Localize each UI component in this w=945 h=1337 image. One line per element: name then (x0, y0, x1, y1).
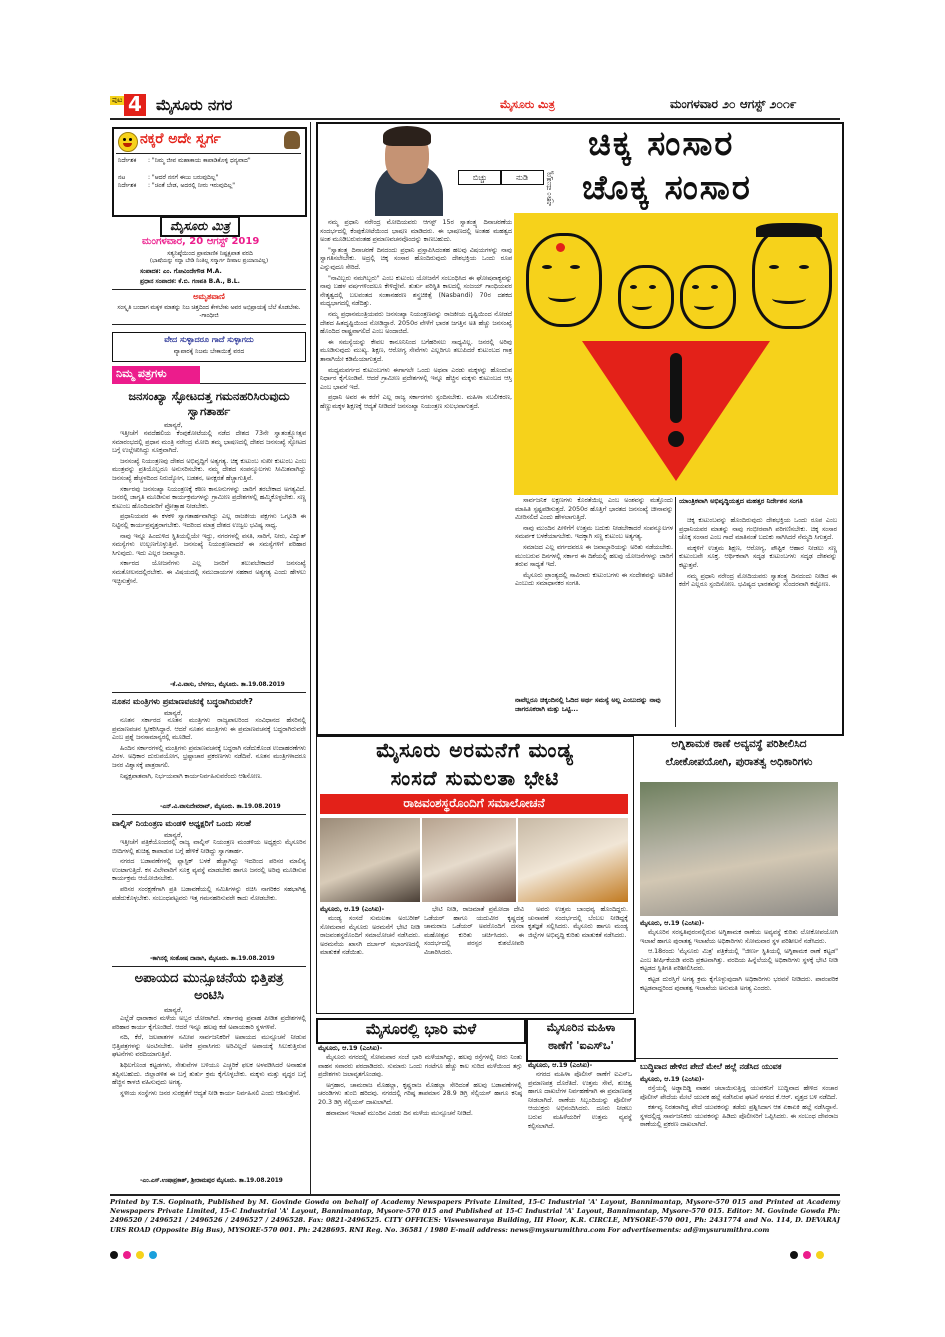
joke-line: ನಟ : "ಆದರೆ ನನಗೆ ಈಜು ಬರುವುದಿಲ್ಲ" (118, 173, 219, 181)
news4-body: ನಗರದ ಮಹಿಳಾ ಪೊಲೀಸ್ ಠಾಣೆಗೆ ಐಎಸ್ಒ ಪ್ರಮಾಣಪತ್ರ ದೊರೆತಿದೆ. ಉತ್ತಮ ಸೇವೆ, ಶುಚಿತ್ವ ಹಾಗೂ ದಾಖಲೆಗಳ ನಿರ್ವಹಣೆಗಾಗಿ ಈ ಪ್ರಮಾಣಪತ್ರ ನೀಡಲಾಗಿದೆ. ಠಾಣೆಯ ಸಿಬ್ಬಂದಿಯನ್ನು ಪೊಲೀಸ್ ಆಯುಕ್ತರು ಅಭಿನಂದಿಸಿದರು. ದೂರು ನೀಡಲು ಬರುವ ಮಹಿಳೆಯರಿಗೆ ಉತ್ತಮ ವ್ಯವಸ್ಥೆ ಕಲ್ಪಿಸಲಾಗಿದೆ. (528, 1071, 632, 1130)
news1-headline-2: ಸಂಸದೆ ಸುಮಲತಾ ಭೇಟಿ (390, 766, 560, 790)
news3-headline-bar (316, 1018, 526, 1044)
amrutha-text: ಸಂಸ್ಕೃತಿ ಬಂದಾಗ ಮಕ್ಕಳ ಮಾತನ್ನು ನಿಜ ಚಿತ್ತದಿಂದ ಕೇಳಬೇಕು ಅವರ ಅಭಿಪ್ರಾಯಕ್ಕೆ ಬೆಲೆ ಕೊಡಬೇಕು. -ಗಾಂಧೀಜಿ (117, 305, 301, 319)
news2-photo (640, 782, 838, 916)
mascot-icon (284, 131, 300, 149)
news4-headline-1: ಮೈಸೂರಿನ ಮಹಿಳಾ (546, 1021, 616, 1034)
letter1-salute: ಮಾನ್ಯರೆ, (164, 421, 183, 429)
page-header (110, 94, 840, 118)
registration-dot-magenta (123, 1251, 131, 1259)
veda-text: ವ್ಯಾಪಾರಕ್ಕೆ ನಿಜಮ ಬೇಕಾಯಿತ್ತೆ ವರದ (173, 348, 245, 355)
letter1-body: ಇತ್ತೀಚೆಗೆ ನವದೆಹಲಿಯ ಕೆಂಪುಕೋಟೆಯಲ್ಲಿ ನಡೆದ ದೇಶದ 73ನೇ ಸ್ವಾತಂತ್ರ್ಯೋತ್ಸವ ಸಮಾರಂಭದಲ್ಲಿ ಪ್ರಧಾನ ಮಂತ್ರಿ ನರೇಂದ್ರ ಮೋದಿ ತಮ್ಮ ಭಾಷಣದಲ್ಲಿ ದೇಶದ ಜನಸಂಖ್ಯೆ ಸ್ಫೋಟದ ಬಗ್ಗೆ ಉಲ್ಲೇಖಿಸಿದ್ದು ಸೂಕ್ತವಾಗಿದೆ. ಜನಸಂಖ್ಯೆ ನಿಯಂತ್ರಣವು ದೇಶದ ಅಭಿವೃದ್ಧಿಗೆ ಅತ್ಯಗತ್ಯ. ಚಿಕ್ಕ ಕುಟುಂಬ ಸುಖೀ ಕುಟುಂಬ ಎಂಬ ಮಂತ್ರವನ್ನು ಪ್ರತಿಯೊಬ್ಬರೂ ಅನುಸರಿಸಬೇಕು. ನಮ್ಮ ದೇಶದ ಸಂಪನ್ಮೂಲಗಳು ಸೀಮಿತವಾಗಿದ್ದು ಜನಸಂಖ್ಯೆ ಹೆಚ್ಚಳದಿಂದ ನಿರುದ್ಯೋಗ, ಬಡತನ, ಅನಕ್ಷರತೆ ಹೆಚ್ಚಾಗುತ್ತಿವೆ. ಸರ್ಕಾರವು ಜನಸಂಖ್ಯಾ ನಿಯಂತ್ರಣಕ್ಕೆ ಕಠಿಣ ಕಾನೂನುಗಳನ್ನು ಜಾರಿಗೆ ತರಬೇಕಾದ ಅಗತ್ಯವಿದೆ. ಜನರಲ್ಲಿ ಜಾಗೃತಿ ಮೂಡಿಸುವ ಕಾರ್ಯಕ್ರಮಗಳನ್ನು ಗ್ರಾಮೀಣ ಪ್ರದೇಶಗಳಲ್ಲಿ ಹಮ್ಮಿಕೊಳ್ಳಬೇಕು. ಸಣ್ಣ ಕುಟುಂಬ ಹೊಂದಿದವರಿಗೆ ಪ್ರೋತ್ಸಾಹ ನೀಡಬೇಕು. ಪ್ರಧಾನಿಯವರ ಈ ಕಳಕಳಿ ಸ್ವಾಗತಾರ್ಹವಾಗಿದ್ದು ಎಲ್ಲ ರಾಜಕೀಯ ಪಕ್ಷಗಳು ಒಗ್ಗೂಡಿ ಈ ನಿಟ್ಟಿನಲ್ಲಿ ಕಾರ್ಯಪ್ರವೃತ್ತರಾಗಬೇಕು. ಇದರಿಂದ ಮಾತ್ರ ದೇಶದ ಉಜ್ವಲ ಭವಿಷ್ಯ ಸಾಧ್ಯ. ನಾವು ಇನ್ನೂ ಹಿಂದುಳಿದ ಸ್ಥಿತಿಯಲ್ಲಿಯೇ ಇದ್ದು, ನಗರಗಳಲ್ಲಿ ವಸತಿ, ಸಾರಿಗೆ, ನೀರು, ವಿದ್ಯುತ್ ಸಮಸ್ಯೆಗಳು ಉಲ್ಬಣಗೊಳ್ಳುತ್ತಿವೆ. ಜನಸಂಖ್ಯೆ ನಿಯಂತ್ರಣವಾದರೆ ಈ ಸಮಸ್ಯೆಗಳಿಗೆ ಪರಿಹಾರ ಸಿಗುವುದು. ಇದು ಎಲ್ಲರ ಜವಾಬ್ದಾರಿ. ಸರ್ಕಾರದ ಯೋಜನೆಗಳು ಎಲ್ಲ ಜನರಿಗೆ ತಲುಪಬೇಕಾದರೆ ಜನಸಂಖ್ಯೆ ಸಮತೋಲನದಲ್ಲಿರಬೇಕು. ಈ ವಿಷಯದಲ್ಲಿ ಸಮುದಾಯಗಳ ಸಹಕಾರ ಅತ್ಯಗತ್ಯ ಎಂದು ಹೇಳಲು ಇಚ್ಛಿಸುತ್ತೇನೆ. (112, 430, 306, 585)
section-title: ಮೈಸೂರು ನಗರ (156, 96, 233, 114)
letter3-body: ಇತ್ತೀಚೆಗೆ ಪತ್ರಿಕೆಯೊಂದರಲ್ಲಿ ರಾಜ್ಯ ವಾಲ್ನಿಸ್ ನಿಯಂತ್ರಣ ಮಂಡಳಿಯ ಅಧ್ಯಕ್ಷರು ಮೈಸೂರಿನ ಬೀದಿಗಳಲ್ಲಿ ಶುಚಿತ್ವ ಕಾಪಾಡುವ ಬಗ್ಗೆ ಹೇಳಿಕೆ ನೀಡಿದ್ದು ಸ್ವಾಗತಾರ್ಹ. ನಗರದ ಬಡಾವಣೆಗಳಲ್ಲಿ ಪ್ಲಾಸ್ಟಿಕ್ ಬಳಕೆ ಹೆಚ್ಚಾಗಿದ್ದು ಇದರಿಂದ ಪರಿಸರ ಮಾಲಿನ್ಯ ಉಂಟಾಗುತ್ತಿದೆ. ಕಸ ವಿಲೇವಾರಿಗೆ ಸೂಕ್ತ ವ್ಯವಸ್ಥೆ ಮಾಡಬೇಕು ಹಾಗೂ ಜನರಲ್ಲಿ ಅರಿವು ಮೂಡಿಸುವ ಕಾರ್ಯಕ್ರಮ ಆಯೋಜಿಸಬೇಕು. ಪರಿಸರ ಸಂರಕ್ಷಣೆಗಾಗಿ ಪ್ರತಿ ಬಡಾವಣೆಯಲ್ಲಿ ಸಮಿತಿಗಳನ್ನು ರಚಿಸಿ ನಾಗರಿಕರ ಸಹಭಾಗಿತ್ವ ಪಡೆದುಕೊಳ್ಳಬೇಕು. ಸಂಬಂಧಪಟ್ಟವರು ಇತ್ತ ಗಮನಹರಿಸುವರೇ ಕಾದು ನೋಡಬೇಕು. (112, 839, 306, 902)
letter3-title: ವಾಲ್ನಿಸ್ ನಿಯಂತ್ರಣ ಮಂಡಳಿ ಅಧ್ಯಕ್ಷರಿಗೆ ಒಂದು ಸಲಹೆ (112, 819, 251, 828)
footer-imprint: Printed by T.S. Gopinath, Published by M. Govinde Gowda on behalf of Academy Newspapers Private Limited, 15-C Industrial 'A' Layout, Bannimantap, Mysore-570 015 and Printed at Academy Newspapers Private Limited, 15-C Industrial 'A' Layout, Bannimantap, Mysore-570 015 and Published at 15-C Industrial 'A' Layout, Bannimantap, Mysore-570 015. Editor: M. Govinde Gowda Ph: 2496520 / 2496521 / 2496526 / 2496527 / 2496528. Fax: 0821-2496525. CITY OFFICES: Visweswaraya Building, III Floor, K.R. CIRCLE, MYSORE-570 001, Ph: 2431774 and No. 114, D. DEVARAJ URS ROAD (Opposite Big Bus), MYSORE-570 001. Ph: 2428695. RNI Reg. No. 36581 / 1980 E-mail address: news@mysurumithra.com For advertisements: ad@mysurumithra.com (110, 1198, 840, 1234)
header-date: ಮಂಗಳವಾರ ೨೦ ಆಗಸ್ಟ್ ೨೦೧೯ (670, 97, 797, 111)
header-logo: ಮೈಸೂರು ಮಿತ್ರ (500, 98, 555, 111)
page-label: ಪುಟ (112, 96, 123, 104)
letter4-body: ಎಲ್ಲೆಡೆ ಧಾರಾಕಾರ ಮಳೆಯ ಅಬ್ಬರ ಜೋರಾಗಿದೆ. ಸರ್ಕಾರವು ಪ್ರವಾಹ ಪೀಡಿತ ಪ್ರದೇಶಗಳಲ್ಲಿ ಪರಿಹಾರ ಕಾರ್ಯ ಕೈಗೊಂಡಿದೆ. ಆದರೆ ಇನ್ನೂ ಹಲವು ಕಡೆ ಅಪಾಯಕಾರಿ ಸ್ಥಳಗಳಿವೆ. ನದಿ, ಕೆರೆ, ಜಲಪಾತಗಳ ಸಮೀಪ ಸಾರ್ವಜನಿಕರಿಗೆ ಅಪಾಯದ ಮುನ್ಸೂಚನೆ ನೀಡುವ ಭಿತ್ತಿಪತ್ರಗಳನ್ನು ಅಂಟಿಸಬೇಕು. ಅನೇಕ ಪ್ರವಾಸಿಗರು ಅರಿವಿಲ್ಲದೆ ಅಪಾಯಕ್ಕೆ ಸಿಲುಕುತ್ತಿರುವ ಘಟನೆಗಳು ವರದಿಯಾಗುತ್ತಿವೆ. ಶಿಥಿಲಗೊಂಡ ಕಟ್ಟಡಗಳು, ಸೇತುವೆಗಳ ಬಳಿಯೂ ಎಚ್ಚರಿಕೆ ಫಲಕ ಅಳವಡಿಸಿದರೆ ಅನಾಹುತ ತಪ್ಪಿಸಬಹುದು. ಜಿಲ್ಲಾಡಳಿತ ಈ ಬಗ್ಗೆ ತುರ್ತು ಕ್ರಮ ಕೈಗೊಳ್ಳಬೇಕು. ಮಕ್ಕಳು ಮತ್ತು ವೃದ್ಧರ ಬಗ್ಗೆ ಹೆಚ್ಚಿನ ಕಾಳಜಿ ವಹಿಸುವುದು ಅಗತ್ಯ. ಸ್ಥಳೀಯ ಸಂಸ್ಥೆಗಳು ಜನರ ಸುರಕ್ಷತೆಗೆ ಆದ್ಯತೆ ನೀಡಿ ಕಾರ್ಯ ನಿರ್ವಹಿಸಲಿ ಎಂದು ಆಶಿಸುತ್ತೇನೆ. (112, 1015, 306, 1097)
feature-body-col3: ಚಿಕ್ಕ ಕುಟುಂಬವನ್ನು ಹೊಂದಿರುವುದು ದೇಶಭಕ್ತಿಯ ಒಂದು ರೂಪ ಎಂಬ ಪ್ರಧಾನಿಯವರ ಮಾತನ್ನು ನಾವು ಗಂಭೀರವಾಗಿ ಪರಿಗಣಿಸಬೇಕು. ಚಿಕ್ಕ ಸಂಸಾರ ಚೊಕ್ಕ ಸಂಸಾರ ಎಂಬ ಗಾದೆ ಮಾತಿನಂತೆ ಬದುಕು ಸಾಗಿಸಿದರೆ ನೆಮ್ಮದಿ ಸಿಗುತ್ತದೆ. ಮಕ್ಕಳಿಗೆ ಉತ್ತಮ ಶಿಕ್ಷಣ, ಆರೋಗ್ಯ, ಪೌಷ್ಟಿಕ ಆಹಾರ ನೀಡಲು ಸಣ್ಣ ಕುಟುಂಬವೇ ಸೂಕ್ತ. ಆರ್ಥಿಕವಾಗಿ ಸದೃಢ ಕುಟುಂಬಗಳು ಸದೃಢ ದೇಶವನ್ನು ಕಟ್ಟುತ್ತವೆ. ನಮ್ಮ ಪ್ರಧಾನಿ ನರೇಂದ್ರ ಮೋದಿಯವರು ಸ್ವಾತಂತ್ರ್ಯ ದಿನದಂದು ನೀಡಿದ ಈ ಕರೆಗೆ ಎಲ್ಲರೂ ಸ್ಪಂದಿಸೋಣ. ಭವಿಷ್ಯದ ಭಾರತವನ್ನು ಸುಂದರವಾಗಿ ಕಟ್ಟೋಣ. (679, 517, 837, 589)
feature-body-col1: ನಮ್ಮ ಪ್ರಧಾನಿ ನರೇಂದ್ರ ಮೋದಿಯವರು ಆಗಸ್ಟ್ 15ರ ಸ್ವಾತಂತ್ರ್ಯ ದಿನಾಚರಣೆಯ ಸಂದರ್ಭದಲ್ಲಿ ಕೆಂಪುಕೋಟೆಯಿಂದ ಭಾಷಣ ಮಾಡಿದರು. ಈ ಭಾಷಣದಲ್ಲಿ ಅಂತಹ ಮಹತ್ವದ ಅಂಶ ಮೂಡಿಬರುವಂತಹ ಪ್ರಮಾಣವಚನವೊಂದನ್ನು ಕಾಣಬಹುದು. "ಸ್ವಾತಂತ್ರ್ಯ ದಿನಾಚರಣೆ ದಿನದಂದು ಪ್ರಧಾನಿ ಪ್ರಸ್ತಾಪಿಸಿದಂತಹ ಹಲವು ವಿಷಯಗಳನ್ನು ನಾವು ಸ್ವಾಗತಿಸಲೇಬೇಕು. ಅದ್ರಲ್ಲಿ ಚಿಕ್ಕ ಸಂಸಾರ ಹೊಂದಿರುವುದು ದೇಶಭಕ್ತಿಯ ಒಂದು ರೂಪ ಎನ್ನುವುದೂ ಸೇರಿದೆ. "ನಾವಿಬ್ಬರು ನಮಗಿಬ್ಬರು" ಎಂಬ ಕುಟುಂಬ ಯೋಜನೆಗೆ ಸಂಬಂಧಿಸಿದ ಈ ಘೋಷವಾಕ್ಯವನ್ನು ನಾವು ಬಹಳ ವರ್ಷಗಳಿಂದಲೂ ಕೇಳಿದ್ದೇವೆ. ತುರ್ತು ಪರಿಸ್ಥಿತಿ ಕಾಲದಲ್ಲಿ ಸಂಜಯ್ ಗಾಂಧಿಯವರ ನೇತೃತ್ವದಲ್ಲಿ ಬಲವಂತದ ಸಂತಾನಹರಣ ಶಸ್ತ್ರಚಿಕಿತ್ಸೆ (Nasbandi) 70ರ ದಶಕದ ಮಧ್ಯಭಾಗದಲ್ಲಿ ನಡೆದಿತ್ತು. ನಮ್ಮ ಪ್ರಧಾನಮಂತ್ರಿಯವರು ಜನಸಂಖ್ಯಾ ನಿಯಂತ್ರಣವನ್ನು ರಾಜಕೀಯ ದೃಷ್ಟಿಯಿಂದ ನೋಡದೆ ದೇಶದ ಹಿತದೃಷ್ಟಿಯಿಂದ ನೋಡಿದ್ದಾರೆ. 2050ರ ವೇಳೆಗೆ ಭಾರತ ಜಗತ್ತಿನ ಅತಿ ಹೆಚ್ಚು ಜನಸಂಖ್ಯೆ ಹೊಂದಿದ ರಾಷ್ಟ್ರವಾಗಲಿದೆ ಎಂಬ ಅಂದಾಜಿದೆ. ಈ ಸಮಸ್ಯೆಯನ್ನು ಕೇವಲ ಕಾನೂನಿನಿಂದ ಬಗೆಹರಿಸಲು ಸಾಧ್ಯವಿಲ್ಲ. ಜನರಲ್ಲಿ ಅರಿವು ಮೂಡಿಸುವುದು ಮುಖ್ಯ. ಶಿಕ್ಷಣ, ಆರೋಗ್ಯ ಸೇವೆಗಳು ಎಲ್ಲರಿಗೂ ತಲುಪಿದರೆ ಕುಟುಂಬದ ಗಾತ್ರ ತಾನಾಗಿಯೇ ಕಡಿಮೆಯಾಗುತ್ತದೆ. ಮಧ್ಯಮವರ್ಗದ ಕುಟುಂಬಗಳು ಈಗಾಗಲೇ ಒಂದು ಅಥವಾ ಎರಡು ಮಕ್ಕಳನ್ನು ಹೊಂದುವ ನಿರ್ಧಾರ ಕೈಗೊಂಡಿವೆ. ಆದರೆ ಗ್ರಾಮೀಣ ಪ್ರದೇಶಗಳಲ್ಲಿ ಇನ್ನೂ ಹೆಚ್ಚಿನ ಮಕ್ಕಳು ಕುಟುಂಬದ ಆಸ್ತಿ ಎಂಬ ಭಾವನೆ ಇದೆ. ಪ್ರಧಾನಿ ಅವರ ಈ ಕರೆಗೆ ಎಲ್ಲ ರಾಜ್ಯ ಸರ್ಕಾರಗಳು ಸ್ಪಂದಿಸಬೇಕು. ಮಹಿಳಾ ಸಬಲೀಕರಣ, ಹೆಣ್ಣುಮಕ್ಕಳ ಶಿಕ್ಷಣಕ್ಕೆ ಆದ್ಯತೆ ನೀಡಿದರೆ ಜನಸಂಖ್ಯಾ ನಿಯಂತ್ರಣ ಸುಲಭವಾಗುತ್ತದೆ. (320, 219, 512, 410)
feature-headline-1: ಚಿಕ್ಕ ಸಂಸಾರ (588, 124, 735, 164)
letters-header (112, 366, 200, 384)
column-tag-1: ಬಿಚ್ಚು (458, 170, 502, 185)
news5-headline: ಬುದ್ಧಿವಾದ ಹೇಳಿದ ಪೇದೆ ಮೇಲೆ ಹಲ್ಲೆ ನಡೆಸಿದ ಯುವಕ (640, 1062, 782, 1071)
masthead-subline: (ಭಾಷೆಯನ್ನು ಸದ್ದಾ ಬೇಡಿ ನಿಂತಿಲ್ಲ ಸನ್ಮಾರ್ಗ ದೀಪಾಲ ಪ್ರಯಾಣವಿಲ್ಲ) (149, 258, 269, 264)
news5-dateline: ಮೈಸೂರು, ಆ.19 (ಎಂಸಿಐ)- (640, 1076, 705, 1083)
masthead-editor: ಸಂಪಾದಕ: ಎಂ. ಗೋವಿಂದೇಗೌಡ M.A. (140, 268, 222, 275)
letter4-salute: ಮಾನ್ಯರೆ, (164, 1006, 183, 1014)
news2-headline-1: ಅಗ್ನಿಶಾಮಕ ಠಾಣೆ ಅವ್ಯವಸ್ಥೆ ಪರಿಶೀಲಿಸಿದ (671, 738, 807, 750)
letter3-salute: ಮಾನ್ಯರೆ, (164, 831, 183, 839)
news5-body: ರಸ್ತೆಯಲ್ಲಿ ಅಡ್ಡಾದಿಡ್ಡಿ ವಾಹನ ಚಲಾಯಿಸುತ್ತಿದ್ದ ಯುವಕನಿಗೆ ಬುದ್ಧಿವಾದ ಹೇಳಿದ ಸಂಚಾರ ಪೊಲೀಸ್ ಪೇದೆಯ ಮೇಲೆ ಯುವಕ ಹಲ್ಲೆ ನಡೆಸಿರುವ ಘಟನೆ ನಗರದ ಕೆ.ಆರ್. ವೃತ್ತದ ಬಳಿ ನಡೆದಿದೆ. ಕರ್ತವ್ಯ ನಿರತರಾಗಿದ್ದ ಪೇದೆ ಯುವಕನನ್ನು ತಡೆದು ಪ್ರಶ್ನಿಸಿದಾಗ ಆತ ಏಕಾಏಕಿ ಹಲ್ಲೆ ನಡೆಸಿದ್ದಾನೆ. ಸ್ಥಳದಲ್ಲಿದ್ದ ಸಾರ್ವಜನಿಕರು ಯುವಕನನ್ನು ಹಿಡಿದು ಪೊಲೀಸರಿಗೆ ಒಪ್ಪಿಸಿದರು. ಈ ಸಂಬಂಧ ದೇವರಾಜ ಠಾಣೆಯಲ್ಲಿ ಪ್ರಕರಣ ದಾಖಲಾಗಿದೆ. (640, 1085, 838, 1129)
news1-dateline: ಮೈಸೂರು, ಆ.19 (ಎಂಸಿಐ)- (320, 906, 385, 913)
letter1-sign: -ಕೆ.ವಿ.ವಾಸು, ಬೆಳಗಲು, ಮೈಸೂರು. ತಾ.19.08.2019 (170, 682, 285, 688)
news4-dateline: ಮೈಸೂರು, ಆ.19 (ಎಂಸಿಐ)- (528, 1062, 593, 1069)
joke-line: ನಿರ್ದೇಶಕ : "ಚಿಂತೆ ಬೇಡ, ಅದರಲ್ಲಿ ನೀರು ಇರುವುದಿಲ್ಲ" (118, 182, 236, 189)
news2-dateline: ಮೈಸೂರು, ಆ.19 (ಎಂಸಿಐ)- (640, 920, 705, 927)
letter2-body: ನೂತನ ಸರ್ಕಾರದ ನೂತನ ಮಂತ್ರಿಗಳು ರಾಜ್ಯಪಾಲರಿಂದ ಸಂವಿಧಾನದ ಹೆಸರಿನಲ್ಲಿ ಪ್ರಮಾಣವಚನ ಸ್ವೀಕರಿಸಿದ್ದಾರೆ. ಆದರೆ ನೂತನ ಮಂತ್ರಿಗಳು ಈ ಪ್ರಮಾಣವಚನಕ್ಕೆ ಬದ್ಧರಾಗಿರುವರೇ ಎಂಬ ಪ್ರಶ್ನೆ ಜನಸಾಮಾನ್ಯರಲ್ಲಿ ಮೂಡಿದೆ. ಹಿಂದಿನ ಸರ್ಕಾರಗಳಲ್ಲಿ ಮಂತ್ರಿಗಳು ಪ್ರಮಾಣವಚನಕ್ಕೆ ಬದ್ಧರಾಗಿ ನಡೆದುಕೊಂಡ ಉದಾಹರಣೆಗಳು ವಿರಳ. ಅಧಿಕಾರ ದುರುಪಯೋಗ, ಭ್ರಷ್ಟಾಚಾರ ಪ್ರಕರಣಗಳು ನಡೆದಿವೆ. ನೂತನ ಮಂತ್ರಿಗಳಾದರೂ ಜನರ ವಿಶ್ವಾಸಕ್ಕೆ ಪಾತ್ರರಾಗಲಿ. ನಿಷ್ಪಕ್ಷಪಾತವಾಗಿ, ನಿರ್ಭಯವಾಗಿ ಕಾರ್ಯನಿರ್ವಹಿಸುವರೆಂದು ಆಶಿಸೋಣ. (112, 717, 306, 780)
news1-body-col1: ಮಂಡ್ಯ ಸಂಸದೆ ಸುಮಲತಾ ಅಂಬರೀಶ್ ಸೋಮವಾರ ಮೈಸೂರು ಅರಮನೆಗೆ ಭೇಟಿ ನೀಡಿ ರಾಜವಂಶಸ್ಥರೊಂದಿಗೆ ಸಮಾಲೋಚನೆ ನಡೆಸಿದರು. ಅರಮನೆಯ ಖಾಸಗಿ ದರ್ಬಾರ್ ಸಭಾಂಗಣದಲ್ಲಿ ಮಾತುಕತೆ ನಡೆಯಿತು. (320, 915, 420, 957)
registration-dot-cyan (149, 1251, 157, 1259)
news1-body-col3: ಅವರು ಉತ್ತಮ ಬಾಂಧವ್ಯ ಹೊಂದಿದ್ದರು. ಚುನಾವಣೆ ಸಂದರ್ಭದಲ್ಲಿ ಬೆಂಬಲ ನೀಡಿದ್ದಕ್ಕೆ ಕೃತಜ್ಞತೆ ಸಲ್ಲಿಸಿದರು. ಮೈಸೂರು ಹಾಗೂ ಮಂಡ್ಯ ಜಿಲ್ಲೆಗಳ ಅಭಿವೃದ್ಧಿ ಕುರಿತು ಮಾತುಕತೆ ನಡೆಸಿದರು. (528, 906, 628, 939)
letter4-sign: -ಎಂ.ಎಸ್.ಉಷಾಪ್ರಕಾಶ್, ಶ್ರೀರಾಮಪುರ ಮೈಸೂರು. ತಾ.19.08.2019 (140, 1178, 283, 1184)
author-name: ವಿಕ್ರಾಂ ಮುತ್ತಣ್ಣ (545, 171, 553, 206)
letter2-title: ನೂತನ ಮಂತ್ರಿಗಳು ಪ್ರಮಾಣವಚನಕ್ಕೆ ಬದ್ಧರಾಗಿರುವರೇ? (112, 697, 253, 706)
laughing-face-icon (118, 132, 138, 152)
column-tag-2: ನುಡಿ (500, 170, 544, 185)
news3-dateline: ಮೈಸೂರು, ಆ.19 (ಎಂಸಿಐ)- (318, 1045, 383, 1052)
news2-body: ಮೈಸೂರಿನ ಸರಸ್ವತಿಪುರಂನಲ್ಲಿರುವ ಅಗ್ನಿಶಾಮಕ ಠಾಣೆಯ ಅವ್ಯವಸ್ಥೆ ಕುರಿತು ಲೋಕೋಪಯೋಗಿ ಇಲಾಖೆ ಹಾಗೂ ಪುರಾತತ್ವ ಇಲಾಖೆಯ ಅಧಿಕಾರಿಗಳು ಸೋಮವಾರ ಸ್ಥಳ ಪರಿಶೀಲನೆ ನಡೆಸಿದರು. ಆ.18ರಂದು 'ಮೈಸೂರು ಮಿತ್ರ' ಪತ್ರಿಕೆಯಲ್ಲಿ "ಜೀರ್ಣ ಸ್ಥಿತಿಯಲ್ಲಿ ಅಗ್ನಿಶಾಮಕ ಠಾಣೆ ಕಟ್ಟಡ" ಎಂಬ ಶೀರ್ಷಿಕೆಯಡಿ ವರದಿ ಪ್ರಕಟವಾಗಿತ್ತು. ವರದಿಯ ಹಿನ್ನೆಲೆಯಲ್ಲಿ ಅಧಿಕಾರಿಗಳು ಸ್ಥಳಕ್ಕೆ ಭೇಟಿ ನೀಡಿ ಕಟ್ಟಡದ ಸ್ಥಿತಿಗತಿ ಪರಿಶೀಲಿಸಿದರು. ಕಟ್ಟಡ ದುರಸ್ತಿಗೆ ಅಗತ್ಯ ಕ್ರಮ ಕೈಗೊಳ್ಳುವುದಾಗಿ ಅಧಿಕಾರಿಗಳು ಭರವಸೆ ನೀಡಿದರು. ಪಾರಂಪರಿಕ ಕಟ್ಟಡವಾದ್ದರಿಂದ ಪುರಾತತ್ವ ಇಲಾಖೆಯ ಅನುಮತಿ ಅಗತ್ಯ ಎಂದರು. (640, 929, 838, 992)
news1-body-col2: ಭೇಟಿ ನೀಡಿ, ರಾಜಮಾತೆ ಪ್ರಮೋದಾ ದೇವಿ ಒಡೆಯರ್ ಹಾಗೂ ಯದುವೀರ ಕೃಷ್ಣದತ್ತ ಚಾಮರಾಜ ಒಡೆಯರ್ ಅವರೊಂದಿಗೆ ದಸರಾ ಮಹೋತ್ಸವ ಕುರಿತು ಚರ್ಚಿಸಿದರು. ಈ ಸಂದರ್ಭದಲ್ಲಿ ಪರಸ್ಪರ ಕುಶಲೋಪರಿ ವಿಚಾರಿಸಿದರು. (424, 906, 524, 956)
letters-title: ನಿಮ್ಮ ಪತ್ರಗಳು (116, 367, 167, 380)
feature-headline-2: ಚೊಕ್ಕ ಸಂಸಾರ (582, 168, 752, 208)
letter4-title: ಅಪಾಯದ ಮುನ್ಸೂಚನೆಯ ಭಿತ್ತಿಪತ್ರ ಅಂಟಿಸಿ (134, 971, 284, 1003)
veda-title: ವೇದ ಸುಳ್ಳಾದರೂ ಗಾದೆ ಸುಳ್ಳಾಗದು (164, 335, 254, 344)
news1-subhead-bar (320, 794, 628, 814)
feature-side-bold: ಯಾಂತ್ರಿಕವಾಗಿ ಅಭಿವೃದ್ಧಿಯತ್ತದ ಮಹತ್ತರ ನಿರ್ದೇಶನ ಸಂಗತಿ (679, 497, 803, 505)
author-photo (350, 124, 460, 216)
news1-photo-1 (320, 818, 420, 902)
news4-headline-2: ಠಾಣೆಗೆ 'ಐಎಸ್ಒ' (548, 1039, 614, 1052)
news1-subhead: ರಾಜವಂಶಸ್ಥರೊಂದಿಗೆ ಸಮಾಲೋಚನೆ (403, 796, 545, 810)
family-faces-icon (514, 213, 838, 495)
page-number: 4 (128, 92, 142, 116)
joke-title: ನಕ್ಕರೆ ಅದೇ ಸ್ವರ್ಗ (140, 131, 221, 147)
registration-dot-black (110, 1251, 118, 1259)
letter2-salute: ಮಾನ್ಯರೆ, (164, 709, 183, 717)
feature-highlight: ನಾವೆಲ್ಲರೂ ಚಿಕ್ಕಂದಿನಲ್ಲಿ ಓದಿದ ಅರ್ಥ ಸಮಸ್ಯೆ ಅಲ್ಲ ಎಂಬುದನ್ನು ನಾವು ಜಾಗರೂಕರಾಗಿ ಮತ್ತು ಒಟ್ಟಿ... (515, 696, 661, 713)
news3-body: ಮೈಸೂರು ನಗರದಲ್ಲಿ ಸೋಮವಾರ ಸಂಜೆ ಭಾರಿ ಮಳೆಯಾಗಿದ್ದು, ಹಲವು ರಸ್ತೆಗಳಲ್ಲಿ ನೀರು ನಿಂತು ವಾಹನ ಸವಾರರು ಪರದಾಡಿದರು. ಸುಮಾರು ಒಂದು ಗಂಟೆಗೂ ಹೆಚ್ಚು ಕಾಲ ಸುರಿದ ಮಳೆಯಿಂದ ತಗ್ಗು ಪ್ರದೇಶಗಳು ಜಲಾವೃತಗೊಂಡವು. ಅಗ್ರಹಾರ, ಚಾಮರಾಜ ಮೊಹಲ್ಲಾ, ಕೃಷ್ಣರಾಜ ಮೊಹಲ್ಲಾ ಸೇರಿದಂತೆ ಹಲವು ಬಡಾವಣೆಗಳಲ್ಲಿ ಚರಂಡಿಗಳು ತುಂಬಿ ಹರಿದವು. ನಗರದಲ್ಲಿ ಗರಿಷ್ಠ ತಾಪಮಾನ 28.9 ಡಿಗ್ರಿ ಸೆಲ್ಸಿಯಸ್ ಹಾಗೂ ಕನಿಷ್ಠ 20.3 ಡಿಗ್ರಿ ಸೆಲ್ಸಿಯಸ್ ದಾಖಲಾಗಿದೆ. ಹವಾಮಾನ ಇಲಾಖೆ ಮುಂದಿನ ಎರಡು ದಿನ ಮಳೆಯ ಮುನ್ಸೂಚನೆ ನೀಡಿದೆ. (318, 1054, 522, 1117)
veda-box (112, 332, 306, 362)
color-registration-marks (110, 1244, 162, 1263)
header-rule (110, 118, 840, 120)
news3-headline: ಮೈಸೂರಲ್ಲಿ ಭಾರಿ ಮಳೆ (365, 1020, 477, 1038)
joke-line: ನಿರ್ದೇಶಕ : "ನಿಮ್ಮ ಜೀವ ಮಹಾಕಾಯ ಕಾಪಾಡಿಕೊಳ್ಳಿ ಧನ್ಯವಾದ" (118, 157, 251, 164)
news1-headline-1: ಮೈಸೂರು ಅರಮನೆಗೆ ಮಂಡ್ಯ (376, 738, 574, 762)
news4-headline-box (526, 1018, 636, 1062)
registration-dot-yellow (136, 1251, 144, 1259)
joke-lines (118, 157, 300, 191)
news1-photo-2 (422, 818, 516, 902)
feature-body-col2: ಸಾರ್ವಜನಿಕ ಲಕ್ಷಣಗಳು ಕೊರತೆಯಿಲ್ಲ ಎಂಬ ಅಂಶವನ್ನು ಮತ್ತೊಂದು ಮಾಹಿತಿ ಸ್ಪಷ್ಟಪಡಿಸುತ್ತದೆ. 2050ರ ಹೊತ್ತಿಗೆ ಭಾರತದ ಜನಸಂಖ್ಯೆ ಚೀನಾವನ್ನು ಮೀರಿಸಲಿದೆ ಎಂದು ಹೇಳಲಾಗುತ್ತಿದೆ. ನಾವು ಮುಂದಿನ ಪೀಳಿಗೆಗೆ ಉತ್ತಮ ಬದುಕು ನೀಡಬೇಕಾದರೆ ಸಂಪನ್ಮೂಲಗಳ ಸಮರ್ಪಕ ಬಳಕೆಯಾಗಬೇಕು. ಇದಕ್ಕಾಗಿ ಸಣ್ಣ ಕುಟುಂಬ ಅತ್ಯಗತ್ಯ. ಸಮಾಜದ ಎಲ್ಲ ವರ್ಗದವರೂ ಈ ಜವಾಬ್ದಾರಿಯನ್ನು ಅರಿತು ನಡೆಯಬೇಕು. ಮುಂಬರುವ ದಿನಗಳಲ್ಲಿ ಸರ್ಕಾರ ಈ ದಿಶೆಯಲ್ಲಿ ಹಲವು ಯೋಜನೆಗಳನ್ನು ಜಾರಿಗೆ ತರುವ ಸಾಧ್ಯತೆ ಇದೆ. ಮೈಸೂರು ಪ್ರಾಂತ್ಯದಲ್ಲಿ ಸಾವಿರಾರು ಕುಟುಂಬಗಳು ಈ ಸಂದೇಶವನ್ನು ಅರಿತಿವೆ ಎಂಬುದು ಸಮಾಧಾನಕರ ಸಂಗತಿ. (515, 497, 673, 588)
letter1-title: ಜನಸಂಖ್ಯಾ ಸ್ಫೋಟದತ್ತ ಗಮನಹರಿಸಿರುವುದು ಸ್ವಾಗತಾರ್ಹ (128, 389, 290, 418)
masthead-pub-editor: ಪ್ರಧಾನ ಸಂಪಾದಕ: ಕೆ.ಬಿ. ಗಣಪತಿ B.A., B.L. (140, 278, 240, 285)
letter2-sign: -ಎನ್.ವಿ.ವಾಸುದೇವರಾವ್, ಮೈಸೂರು. ತಾ.19.08.2019 (160, 804, 281, 810)
masthead-tagline: ಸತ್ಯನಿಷ್ಠೆಯಿಂದ ಪ್ರಾಮಾಣಿಕ ನಿಷ್ಪಕ್ಷಪಾತ ವರದಿ (167, 250, 253, 257)
news2-headline-2: ಲೋಕೋಪಯೋಗಿ, ಪುರಾತತ್ವ ಅಧಿಕಾರಿಗಳು (665, 756, 813, 768)
amrutha-title: ಅಮೃತವಾಣಿ (193, 292, 225, 301)
letter3-sign: -ಕಾಗಿನಲ್ಲಿ ಸಂತೋಷ ದಾನಾಗಿ, ಮೈಸೂರು. ತಾ.19.08.2019 (150, 956, 275, 962)
news1-photo-3 (518, 818, 628, 902)
masthead-logo: ಮೈಸೂರು ಮಿತ್ರ (160, 216, 240, 237)
joke-box (112, 127, 307, 217)
masthead-date: ಮಂಗಳವಾರ, 20 ಆಗಸ್ಟ್ 2019 (142, 236, 260, 247)
color-registration-marks-right (790, 1244, 829, 1263)
